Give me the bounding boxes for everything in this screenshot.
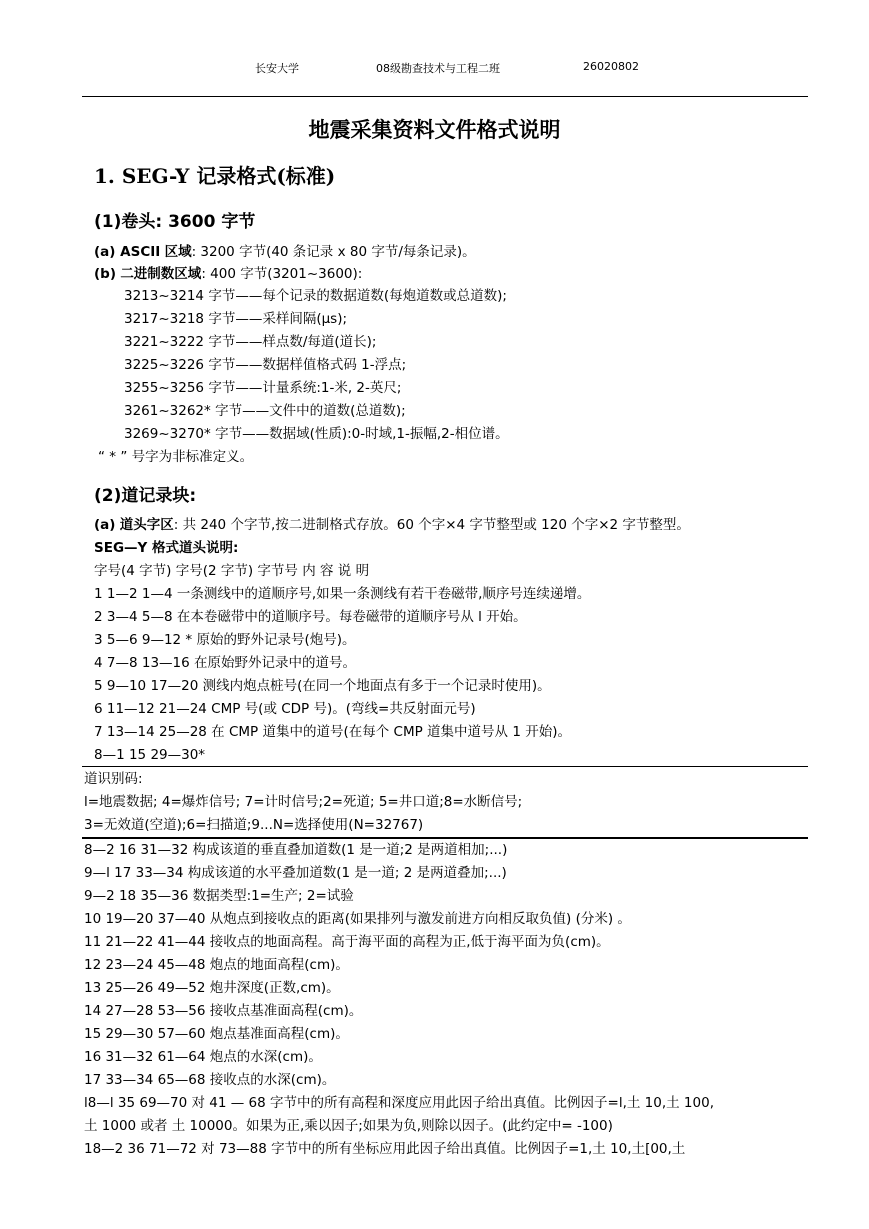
trace-header-row: 12 23—24 45—48 炮点的地面高程(cm)。 — [84, 957, 349, 973]
trace-header-row: 9—2 18 35—36 数据类型:1=生产; 2=试验 — [84, 888, 354, 904]
section-1-heading: 1. SEG-Y 记录格式(标准) — [94, 164, 336, 188]
trace-header-row: 10 19—20 37—40 从炮点到接收点的距离(如果排列与激发前进方向相反取负值) (分米) 。 — [84, 911, 631, 927]
ascii-region-text: : 3200 字节(40 条记录 x 80 字节/每条记录)。 — [191, 244, 476, 260]
trace-header-row: 6 11—12 21—24 CMP 号(或 CDP 号)。(弯线=共反射面元号) — [94, 701, 476, 717]
trace-header-row: 8—1 15 29—30* — [94, 747, 206, 763]
trace-header-row: 17 33—34 65—68 接收点的水深(cm)。 — [84, 1072, 336, 1088]
trace-header-row: 1 1—2 1—4 一条测线中的道顺序号,如果一条测线有若干卷磁带,顺序号连续递增。 — [94, 586, 591, 602]
trace-header-row: 土 1000 或者 土 10000。如果为正,乘以因子;如果为负,则除以因子。(此约定中= -100) — [84, 1118, 613, 1134]
trace-header-row: 15 29—30 57—60 炮点基准面高程(cm)。 — [84, 1026, 349, 1042]
header-class: 08级勘查技术与工程二班 — [376, 62, 500, 75]
trace-header-row: 11 21—22 41—44 接收点的地面高程。高于海平面的高程为正,低于海平面为负(cm)。 — [84, 934, 610, 950]
trace-header-row: 18—2 36 71—72 对 73—88 字节中的所有坐标应用此因子给出真值。比例因子=1,土 10,土[00,土 — [84, 1141, 686, 1157]
trace-header-label-2: 道头字区 — [119, 517, 174, 533]
header-student-id: 26020802 — [583, 60, 639, 73]
trace-header-row: 9—l 17 33—34 构成该道的水平叠加道数(1 是一道; 2 是两道叠加;...) — [84, 865, 507, 881]
column-headers: 字号(4 字节) 字号(2 字节) 字节号 内 容 说 明 — [94, 563, 370, 579]
binary-item: 3225~3226 字节——数据样值格式码 1-浮点; — [124, 357, 407, 373]
trace-header-row: 14 27—28 53—56 接收点基准面高程(cm)。 — [84, 1003, 363, 1019]
trace-header-text: : 共 240 个字节,按二进制格式存放。60 个字×4 字节整型或 120 个字×2 字节整型。 — [173, 517, 690, 533]
trace-id-code-title: 道识别码: — [84, 771, 143, 787]
trace-header-row: 16 31—32 61—64 炮点的水深(cm)。 — [84, 1049, 322, 1065]
nonstandard-note: “ * ” 号字为非标准定义。 — [98, 449, 254, 465]
binary-item: 3221~3222 字节——样点数/每道(道长); — [124, 334, 377, 350]
format-title: SEG—Y 格式道头说明: — [94, 540, 239, 556]
subsection-2-heading: (2)道记录块: — [94, 486, 197, 506]
trace-id-code-line: l=地震数据; 4=爆炸信号; 7=计时信号;2=死道; 5=井口道;8=水断信号; — [84, 794, 523, 810]
page-header — [0, 60, 869, 80]
binary-item: 3255~3256 字节——计量系统:1-米, 2-英尺; — [124, 380, 402, 396]
ascii-region-line — [94, 241, 476, 263]
ascii-region-label-2: 区域 — [164, 244, 192, 260]
trace-header-row: 3 5—6 9—12 * 原始的野外记录号(炮号)。 — [94, 632, 356, 648]
binary-item: 3261~3262* 字节——文件中的道数(总道数); — [124, 403, 406, 419]
trace-header-row: 5 9—10 17—20 测线内炮点桩号(在同一个地面点有多于一个记录时使用)。 — [94, 678, 551, 694]
binary-item: 3269~3270* 字节——数据域(性质):0-时域,1-振幅,2-相位谱。 — [124, 426, 509, 442]
binary-region-label: (b) — [94, 266, 117, 282]
binary-region-text: : 400 字节(3201~3600): — [201, 266, 363, 282]
trace-header-line — [94, 514, 690, 536]
document-title: 地震采集资料文件格式说明 — [308, 117, 561, 142]
binary-region-label-2: 二进制数区域 — [120, 266, 202, 282]
trace-header-label: (a) — [94, 517, 116, 533]
trace-header-row: 4 7—8 13—16 在原始野外记录中的道号。 — [94, 655, 356, 671]
header-university: 长安大学 — [255, 62, 299, 75]
box-top-rule — [82, 766, 808, 767]
trace-header-row: 13 25—26 49—52 炮井深度(正数,cm)。 — [84, 980, 340, 996]
trace-header-row: 2 3—4 5—8 在本卷磁带中的道顺序号。每卷磁带的道顺序号从 l 开始。 — [94, 609, 527, 625]
trace-header-row: 7 13—14 25—28 在 CMP 道集中的道号(在每个 CMP 道集中道号从 1 开始)。 — [94, 724, 571, 740]
ascii-region-label: (a) ASCII — [94, 244, 161, 260]
trace-header-row: 8—2 16 31—32 构成该道的垂直叠加道数(1 是一道;2 是两道相加;...) — [84, 842, 508, 858]
trace-id-code-line: 3=无效道(空道);6=扫描道;9...N=选择使用(N=32767) — [84, 817, 424, 833]
trace-header-row: l8—l 35 69—70 对 41 — 68 字节中的所有高程和深度应用此因子给出真值。比例因子=l,土 10,土 100, — [84, 1095, 714, 1111]
binary-region-line — [94, 263, 362, 285]
binary-item: 3217~3218 字节——采样间隔(μs); — [124, 311, 348, 327]
subsection-1-heading: (1)卷头: 3600 字节 — [94, 212, 256, 232]
binary-item: 3213~3214 字节——每个记录的数据道数(每炮道数或总道数); — [124, 288, 507, 304]
header-divider — [82, 96, 808, 97]
